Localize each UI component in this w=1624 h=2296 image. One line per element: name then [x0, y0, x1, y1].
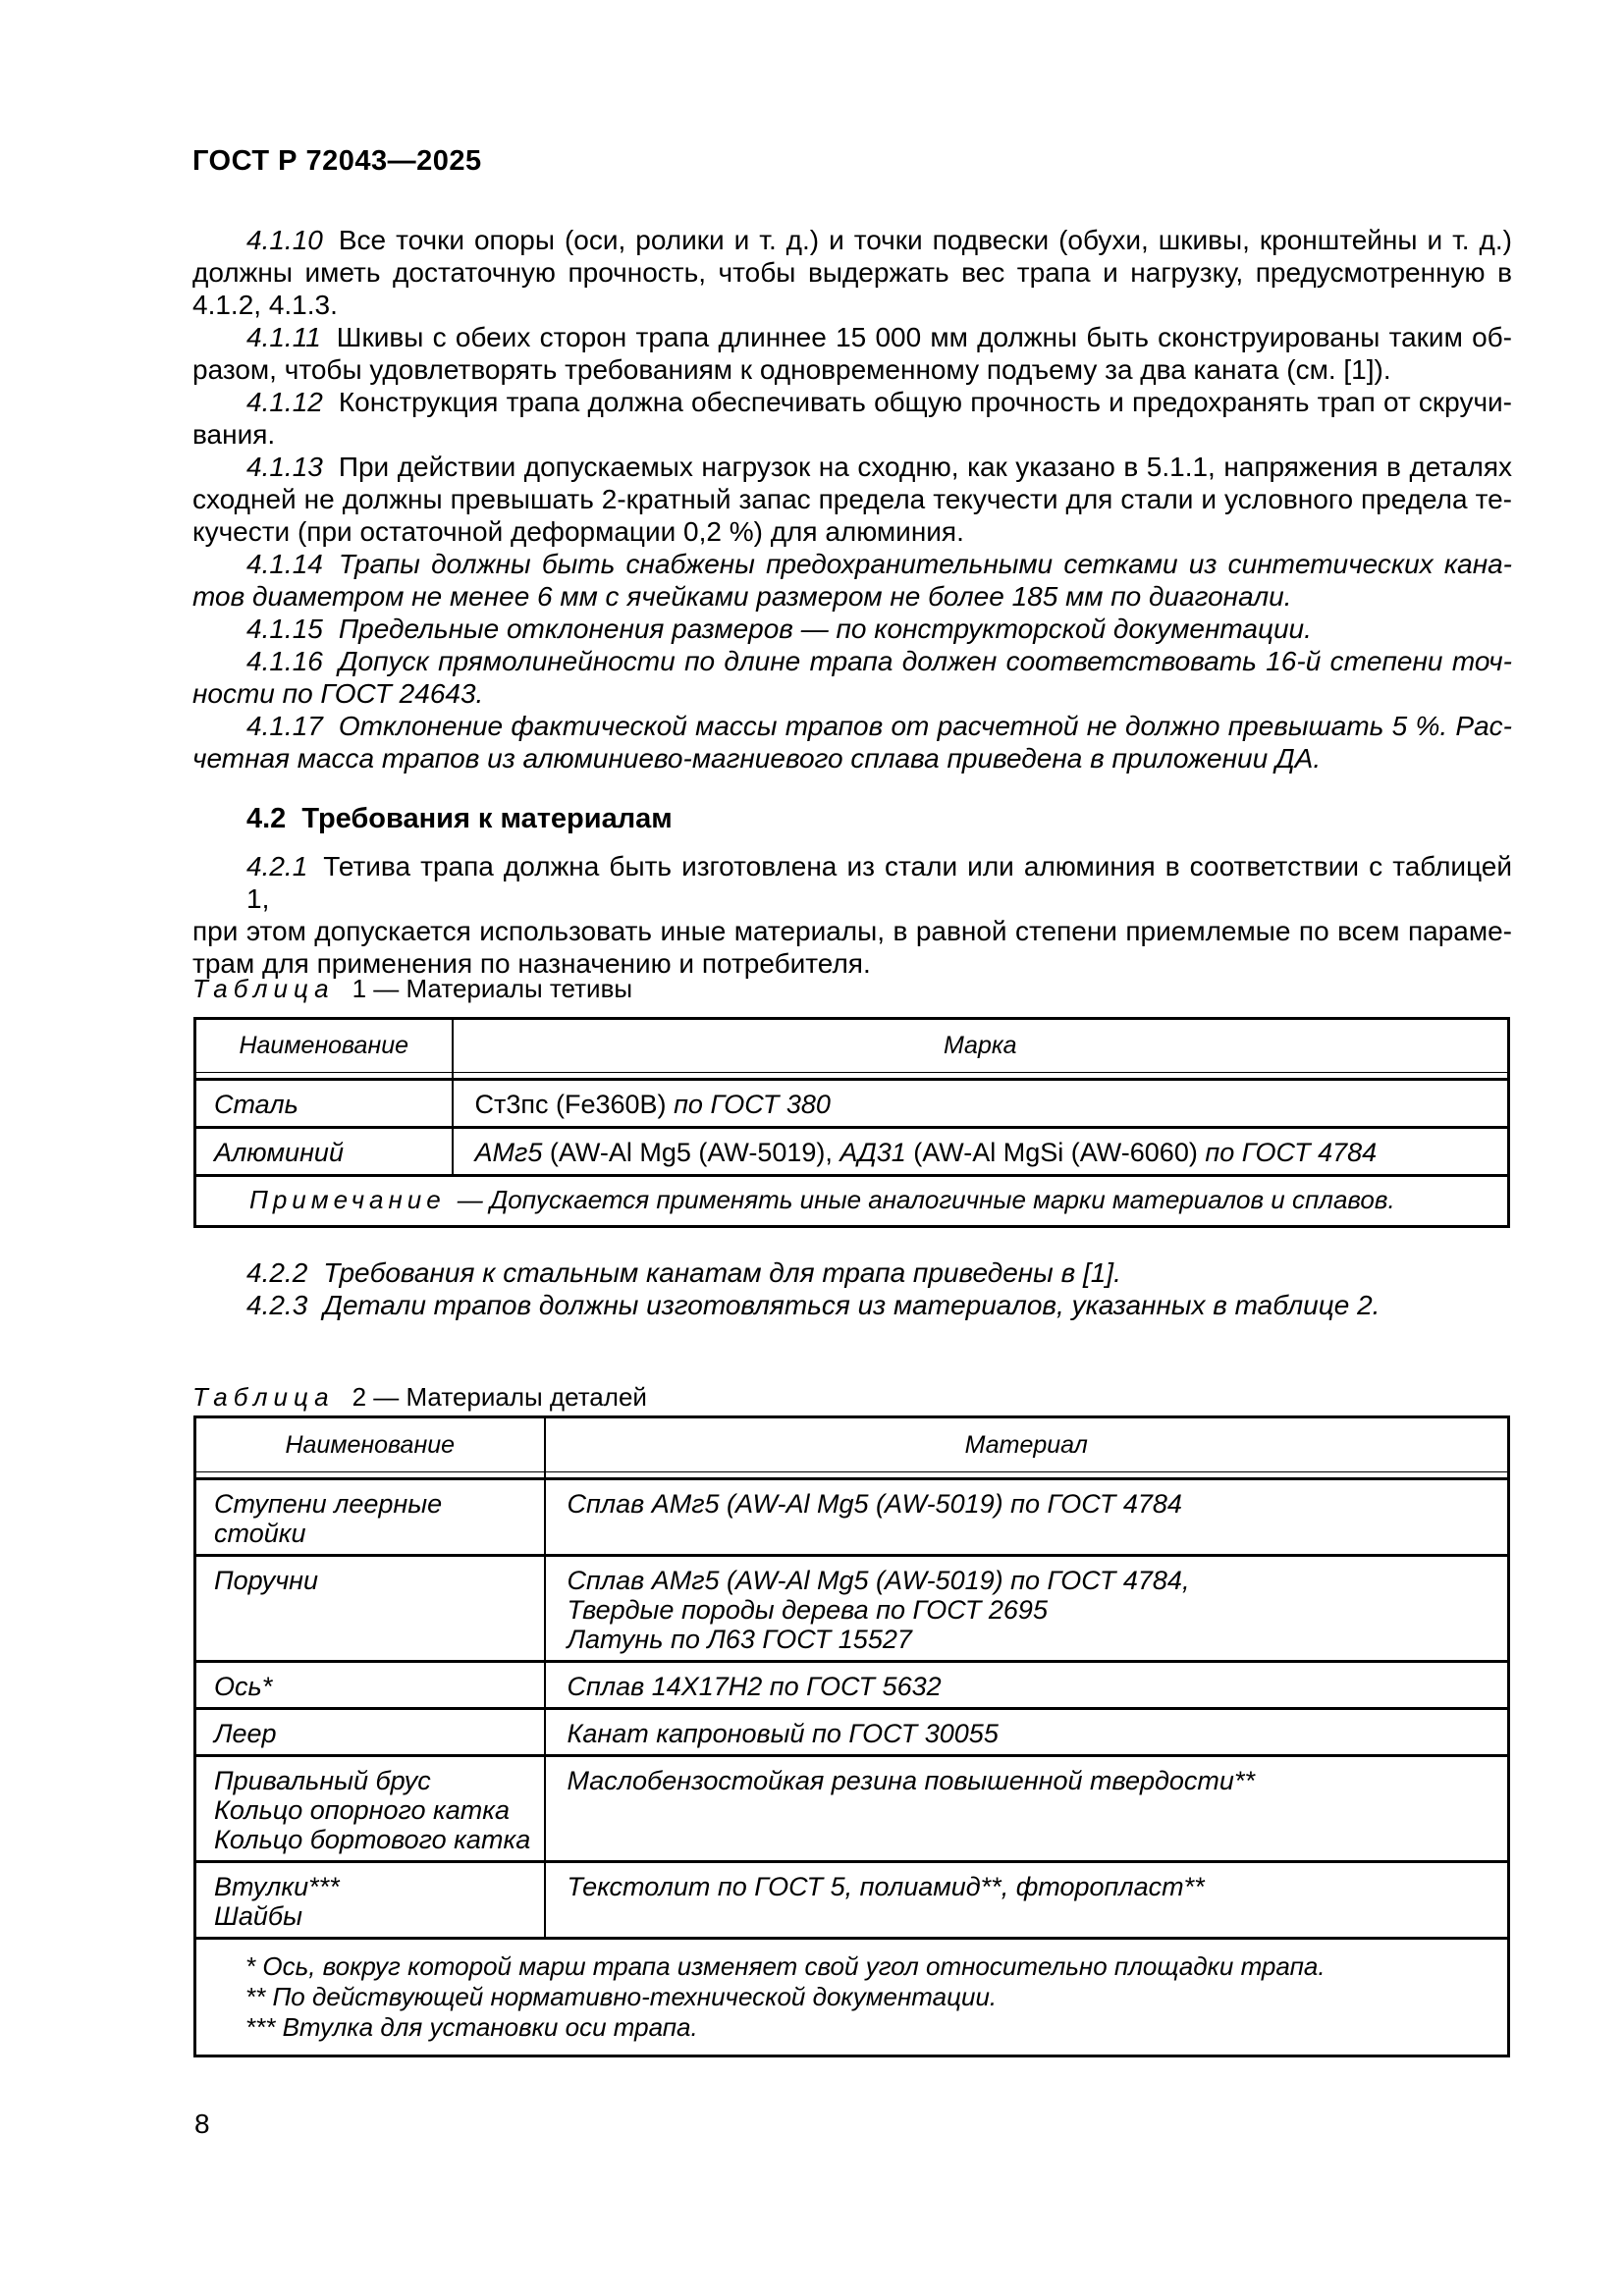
- clause-number: 4.1.12: [246, 387, 323, 417]
- clause-number: 4.1.10: [246, 225, 323, 255]
- table-footnotes: * Ось, вокруг которой марш трапа изменяет свой угол относительно площадки трапа. ** По действующей нормативно-технической документации. *** Втулка для установки оси трапа.: [195, 1939, 1509, 2056]
- table-caption-text: 2 — Материалы деталей: [352, 1382, 647, 1412]
- clause-text: Предельные отклонения размеров — по конструкторской документации.: [338, 614, 1312, 644]
- note-label: Примечание: [249, 1185, 446, 1214]
- table-2-caption: [192, 1382, 1512, 1412]
- clause-number: 4.1.15: [246, 614, 323, 644]
- text-line: ности по ГОСТ 24643.: [192, 678, 484, 709]
- table-header-row: [195, 1417, 1509, 1472]
- text-line: [192, 548, 1512, 580]
- cell-material: Текстолит по ГОСТ 5, полиамид**, фторопласт**: [545, 1862, 1509, 1939]
- note-text: — Допускается применять иные аналогичные марки материалов и сплавов.: [457, 1185, 1395, 1214]
- clause-text: Трапы должны быть снабжены предохранительными сетками из синтетических кана-: [338, 549, 1512, 579]
- table-row-aluminium: [195, 1128, 1509, 1176]
- clause-4-1-14: [192, 548, 1512, 613]
- clause-text: Конструкция трапа должна обеспечивать общую прочность и предохранять трап от скручи-: [338, 387, 1512, 417]
- text-line: [192, 613, 1512, 645]
- section-number: 4.2: [246, 803, 287, 834]
- cell-material: Канат капроновый по ГОСТ 30055: [545, 1709, 1509, 1756]
- clause-number: 4.2.1: [246, 851, 308, 881]
- table-note-row: [195, 1176, 1509, 1227]
- cell-marka: Ст3пс (Fe360B) по ГОСТ 380: [453, 1080, 1509, 1128]
- section-heading-4-2: [192, 803, 1512, 835]
- document-header-title: ГОСТ Р 72043—2025: [192, 145, 482, 177]
- cell-name: Привальный брус Кольцо опорного катка Кольцо бортового катка: [195, 1756, 545, 1862]
- text-line: вания.: [192, 419, 276, 450]
- table-caption-word: Таблица: [192, 1382, 335, 1412]
- cell-material: Маслобензостойкая резина повышенной твердости**: [545, 1756, 1509, 1862]
- text-line: при этом допускается использовать иные материалы, в равной степени приемлемые по всем параме-: [192, 916, 1512, 946]
- page-number: 8: [194, 2109, 210, 2139]
- cell-name: Втулки*** Шайбы: [195, 1862, 545, 1939]
- table-row-leer: [195, 1709, 1509, 1756]
- table-footnotes-row: [195, 1939, 1509, 2056]
- clause-text: Детали трапов должны изготовляться из материалов, указанных в таблице 2.: [323, 1290, 1380, 1320]
- clause-number: 4.1.14: [246, 549, 323, 579]
- text-line: тов диаметром не менее 6 мм с ячейками размером не более 185 мм по диагонали.: [192, 581, 1292, 612]
- clause-text: Тетива трапа должна быть изготовлена из стали или алюминия в соответствии с таблицей 1,: [246, 851, 1512, 914]
- clause-4-2-1: [192, 850, 1512, 980]
- table-row-os: [195, 1662, 1509, 1709]
- text-line: [192, 386, 1512, 418]
- column-header-marka: Марка: [453, 1019, 1509, 1073]
- clause-4-1-13: [192, 451, 1512, 548]
- clause-text: Шкивы с обеих сторон трапа длиннее 15 000 мм должны быть сконструированы таким об-: [336, 322, 1512, 352]
- clause-text: Требования к стальным канатам для трапа приведены в [1].: [323, 1257, 1121, 1288]
- clause-number: 4.1.16: [246, 646, 323, 676]
- clause-text: Все точки опоры (оси, ролики и т. д.) и точки подвески (обухи, шкивы, кронштейны и т. д.): [338, 225, 1512, 255]
- table-header-row: [195, 1019, 1509, 1073]
- clause-4-1-17: [192, 710, 1512, 774]
- cell-name: Ступени леерные стойки: [195, 1479, 545, 1556]
- clause-number: 4.2.2: [246, 1257, 308, 1288]
- table-caption-word: Таблица: [192, 974, 335, 1003]
- clause-4-1-10: [192, 224, 1512, 321]
- text-line: сходней не должны превышать 2-кратный запас предела текучести для стали и условного предела те-: [192, 484, 1512, 514]
- clause-4-2-3: [192, 1289, 1512, 1321]
- section-title: Требования к материалам: [301, 803, 673, 834]
- cell-material: Сплав АМг5 (AW-Al Mg5 (AW-5019) по ГОСТ 4784, Твердые породы дерева по ГОСТ 2695 Латунь по Л63 ГОСТ 15527: [545, 1556, 1509, 1662]
- table-row-privalny-brus: [195, 1756, 1509, 1862]
- cell-material: Сплав 14Х17Н2 по ГОСТ 5632: [545, 1662, 1509, 1709]
- text-line: трам для применения по назначению и потребителя.: [192, 948, 871, 979]
- text-line: четная масса трапов из алюминиево-магниевого сплава приведена в приложении ДА.: [192, 743, 1322, 774]
- clause-4-1-16: [192, 645, 1512, 710]
- text-line: [192, 645, 1512, 677]
- text-line: [192, 451, 1512, 483]
- text-line: разом, чтобы удовлетворять требованиям к одновременному подъему за два каната (см. [1]).: [192, 354, 1391, 385]
- cell-material: Сплав АМг5 (AW-Al Mg5 (AW-5019) по ГОСТ 4784: [545, 1479, 1509, 1556]
- text-line: [192, 1289, 1512, 1321]
- clause-number: 4.1.13: [246, 452, 323, 482]
- text-line: [192, 1256, 1512, 1289]
- clause-4-1-11: [192, 321, 1512, 386]
- text-line: [192, 321, 1512, 353]
- table-row-stupeni: [195, 1479, 1509, 1556]
- text-line: [192, 850, 1512, 915]
- cell-name: Ось*: [195, 1662, 545, 1709]
- column-header-material: Материал: [545, 1417, 1509, 1472]
- table-1-caption: [192, 974, 1512, 1003]
- table-row-vtulki: [195, 1862, 1509, 1939]
- text-line: [192, 224, 1512, 256]
- clause-text: При действии допускаемых нагрузок на сходню, как указано в 5.1.1, напряжения в деталях: [338, 452, 1512, 482]
- text-line: [192, 710, 1512, 742]
- table-note: [195, 1176, 1509, 1227]
- clause-4-1-12: [192, 386, 1512, 451]
- cell-name: Алюминий: [195, 1128, 453, 1176]
- cell-marka: АМг5 (AW-Al Mg5 (AW-5019), АД31 (AW-Al MgSi (AW-6060) по ГОСТ 4784: [453, 1128, 1509, 1176]
- table-1-materials-tetiva: [193, 1017, 1510, 1228]
- table-caption-text: 1 — Материалы тетивы: [352, 974, 633, 1003]
- clause-text: Допуск прямолинейности по длине трапа должен соответствовать 16-й степени точ-: [338, 646, 1512, 676]
- table-row-poruchni: [195, 1556, 1509, 1662]
- cell-name: Леер: [195, 1709, 545, 1756]
- text-line: кучести (при остаточной деформации 0,2 %) для алюминия.: [192, 516, 964, 547]
- header-separator: [195, 1073, 1509, 1080]
- clause-number: 4.1.11: [246, 322, 321, 352]
- table-row-steel: [195, 1080, 1509, 1128]
- header-separator: [195, 1472, 1509, 1479]
- page-content: [192, 0, 1512, 2296]
- clause-4-2-2: [192, 1256, 1512, 1289]
- column-header-naimenovanie: Наименование: [195, 1417, 545, 1472]
- cell-name: Поручни: [195, 1556, 545, 1662]
- text-line: 4.1.2, 4.1.3.: [192, 290, 338, 320]
- clause-text: Отклонение фактической массы трапов от расчетной не должно превышать 5 %. Рас-: [338, 711, 1512, 741]
- text-line: должны иметь достаточную прочность, чтобы выдержать вес трапа и нагрузку, предусмотренную в: [192, 257, 1512, 288]
- column-header-naimenovanie: Наименование: [195, 1019, 453, 1073]
- table-2-materials-details: [193, 1415, 1510, 2057]
- clause-number: 4.1.17: [246, 711, 323, 741]
- cell-name: Сталь: [195, 1080, 453, 1128]
- clause-4-1-15: [192, 613, 1512, 645]
- clause-number: 4.2.3: [246, 1290, 308, 1320]
